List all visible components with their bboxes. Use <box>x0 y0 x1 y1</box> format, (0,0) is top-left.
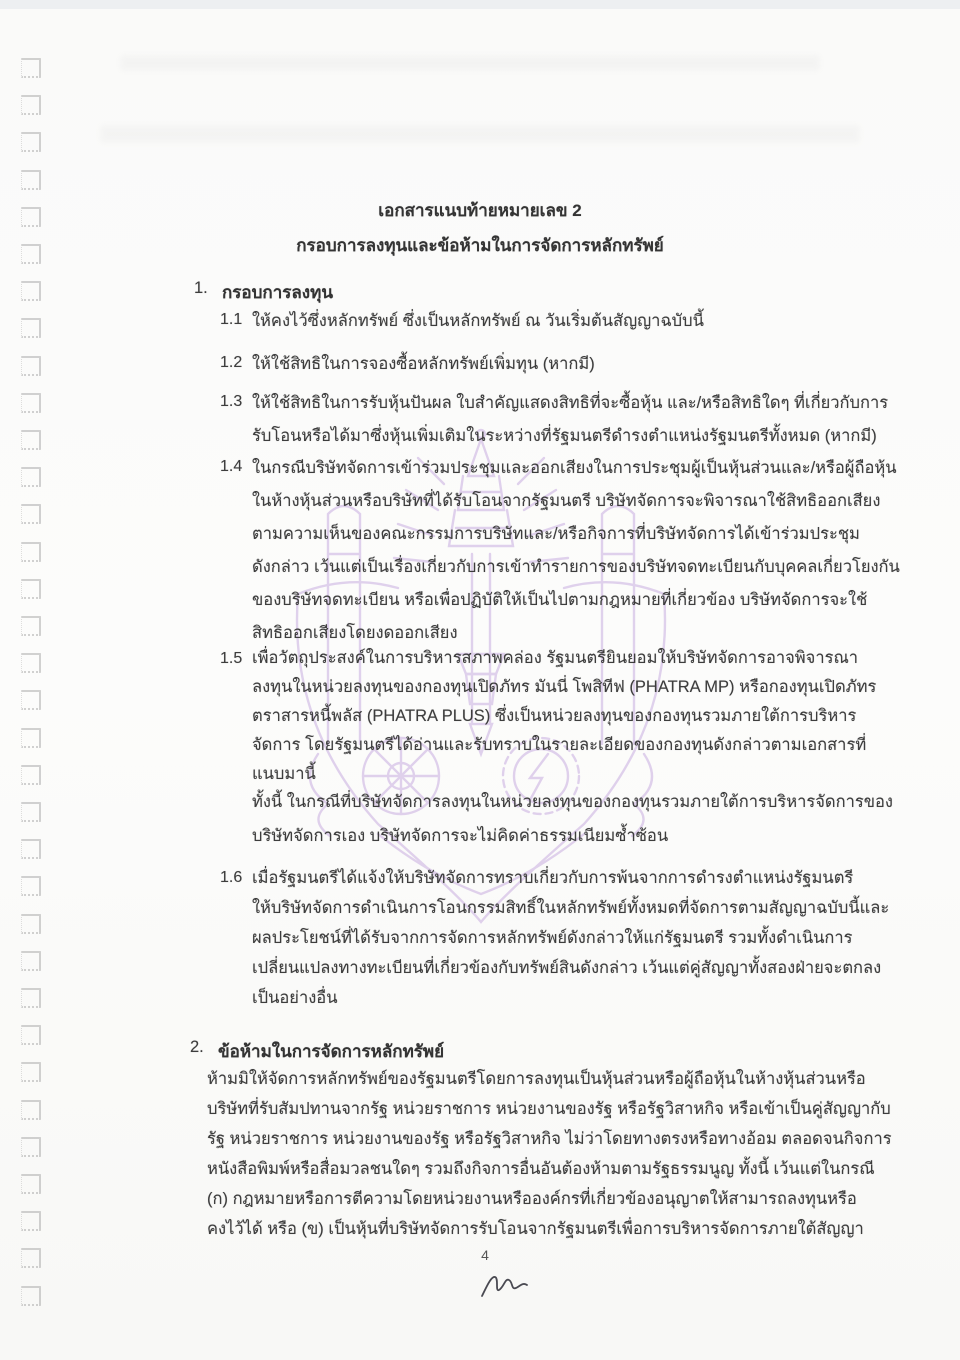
text-line: ให้ใช้สิทธิในการจองซื้อหลักทรัพย์เพิ่มทุน (หากมี) <box>252 355 595 373</box>
text-line: จัดการ โดยรัฐมนตรีได้อ่านและรับทราบในรายละเอียดของกองทุนดังกล่าวตามเอกสารที่ <box>252 736 867 754</box>
text-line: ลงทุนในหน่วยลงทุนของกองทุนเปิดภัทร มันนี่ โพสิทีฟ (PHATRA MP) หรือกองทุนเปิดภัทร <box>252 678 877 696</box>
text-line: เปลี่ยนแปลงทางทะเบียนที่เกี่ยวข้องกับทรัพย์สินดังกล่าว เว้นแต่คู่สัญญาทั้งสองฝ่ายจะตกลง <box>252 959 882 977</box>
document-title-line1: เอกสารแนบท้ายหมายเลข 2 <box>378 201 582 220</box>
text-line: ตามความเห็นของคณะกรรมการบริษัทและ/หรือกิจการที่บริษัทจัดการได้เข้าร่วมประชุม <box>252 525 860 543</box>
text-line: บริษัทจัดการเอง บริษัทจัดการจะไม่คิดค่าธรรมเนียมซ้ำซ้อน <box>252 827 669 845</box>
text-line: ดังกล่าว เว้นแต่เป็นเรื่องเกี่ยวกับการเข้าทำรายการของบริษัทจดทะเบียนกับบุคคลเกี่ยวโยงกัน <box>252 558 900 576</box>
item-1-4-number: 1.4 <box>220 458 243 475</box>
text-line: เพื่อวัตถุประสงค์ในการบริหารสภาพคล่อง รัฐมนตรียินยอมให้บริษัทจัดการอาจพิจารณา <box>252 649 859 667</box>
item-1-1-text <box>252 305 704 338</box>
item-1-5-text <box>252 644 876 789</box>
item-1-6-text <box>252 863 889 1013</box>
item-1-2-text <box>252 348 595 381</box>
text-line: ตราสารหนี้พลัส (PHATRA PLUS) ซึ่งเป็นหน่วยลงทุนของกองทุนรวมภายใต้การบริหาร <box>252 707 857 725</box>
item-1-4-text <box>252 452 900 650</box>
item-1-2-number: 1.2 <box>220 354 243 371</box>
item-1-3-number: 1.3 <box>220 393 243 410</box>
text-line: ให้คงไว้ซึ่งหลักทรัพย์ ซึ่งเป็นหลักทรัพย์ ณ วันเริ่มต้นสัญญาฉบับนี้ <box>252 312 704 330</box>
section1-number: 1. <box>194 279 208 297</box>
text-line: รับโอนหรือได้มาซึ่งหุ้นเพิ่มเติมในระหว่างที่รัฐมนตรีดำรงตำแหน่งรัฐมนตรีทั้งหมด (หากมี) <box>252 427 877 445</box>
text-line: ผลประโยชน์ที่ได้รับจากการจัดการหลักทรัพย์ดังกล่าวให้แก่รัฐมนตรี รวมทั้งดำเนินการ <box>252 929 853 947</box>
handwritten-initial-signature <box>478 1268 542 1302</box>
section2-heading: ข้อห้ามในการจัดการหลักทรัพย์ <box>218 1042 445 1061</box>
item-1-6-number: 1.6 <box>220 869 243 886</box>
item-1-5-number: 1.5 <box>220 650 243 667</box>
text-line: ห้ามมิให้จัดการหลักทรัพย์ของรัฐมนตรีโดยการลงทุนเป็นหุ้นส่วนหรือผู้ถือหุ้นในห้างหุ้นส่วนหรือ <box>207 1070 866 1088</box>
text-line: บริษัทที่รับสัมปทานจากรัฐ หน่วยราชการ หน่วยงานของรัฐ หรือรัฐวิสาหกิจ หรือเข้าเป็นคู่สัญญากับ <box>207 1100 891 1118</box>
text-line: ให้บริษัทจัดการดำเนินการโอนกรรมสิทธิ์ในหลักทรัพย์ทั้งหมดที่จัดการตามสัญญาฉบับนี้และ <box>252 899 890 917</box>
text-line: ให้ใช้สิทธิในการรับหุ้นปันผล ใบสำคัญแสดงสิทธิที่จะซื้อหุ้น และ/หรือสิทธิใดๆ ที่เกี่ยวกับการ <box>252 394 889 412</box>
text-line: ของบริษัทจดทะเบียน หรือเพื่อปฏิบัติให้เป็นไปตามกฎหมายที่เกี่ยวข้อง บริษัทจัดการจะใช้ <box>252 591 868 609</box>
item-1-5-note <box>252 785 893 853</box>
section1-heading: กรอบการลงทุน <box>222 283 333 302</box>
page-number: 4 <box>481 1247 489 1263</box>
text-line: หนังสือพิมพ์หรือสื่อมวลชนใดๆ รวมถึงกิจการอื่นอันต้องห้ามตามรัฐธรรมนูญ ทั้งนี้ เว้นแต่ในกรณี <box>207 1160 875 1178</box>
text-line: เป็นอย่างอื่น <box>252 989 338 1007</box>
text-line: รัฐ หน่วยราชการ หน่วยงานของรัฐ หรือรัฐวิสาหกิจ ไม่ว่าโดยทางตรงหรือทางอ้อม ตลอดจนกิจการ <box>207 1130 892 1148</box>
text-line: ทั้งนี้ ในกรณีที่บริษัทจัดการลงทุนในหน่วยลงทุนของกองทุนรวมภายใต้การบริหารจัดการของ <box>252 793 893 811</box>
text-line: ในกรณีบริษัทจัดการเข้าร่วมประชุมและออกเสียงในการประชุมผู้เป็นหุ้นส่วนและ/หรือผู้ถือหุ้น <box>252 459 897 477</box>
text-line: เมื่อรัฐมนตรีได้แจ้งให้บริษัทจัดการทราบเกี่ยวกับการพ้นจากการดำรงตำแหน่งรัฐมนตรี <box>252 869 854 887</box>
item-1-1-number: 1.1 <box>220 311 243 328</box>
text-line: คงไว้ได้ หรือ (ข) เป็นหุ้นที่บริษัทจัดการรับโอนจากรัฐมนตรีเพื่อการบริหารจัดการภายใต้สัญญา <box>207 1220 864 1238</box>
section2-body <box>207 1064 892 1244</box>
text-line: (ก) กฎหมายหรือการตีความโดยหน่วยงานหรือองค์กรที่เกี่ยวข้องอนุญาตให้สามารถลงทุนหรือ <box>207 1190 857 1208</box>
text-line: สิทธิออกเสียงโดยงดออกเสียง <box>252 624 458 642</box>
document-title-line2: กรอบการลงทุนและข้อห้ามในการจัดการหลักทรัพย์ <box>296 236 664 255</box>
item-1-3-text <box>252 387 888 453</box>
text-line: แนบมานี้ <box>252 765 316 783</box>
section2-number: 2. <box>190 1038 204 1056</box>
text-line: ในห้างหุ้นส่วนหรือบริษัทที่ได้รับโอนจากรัฐมนตรี บริษัทจัดการจะพิจารณาใช้สิทธิออกเสียง <box>252 492 881 510</box>
